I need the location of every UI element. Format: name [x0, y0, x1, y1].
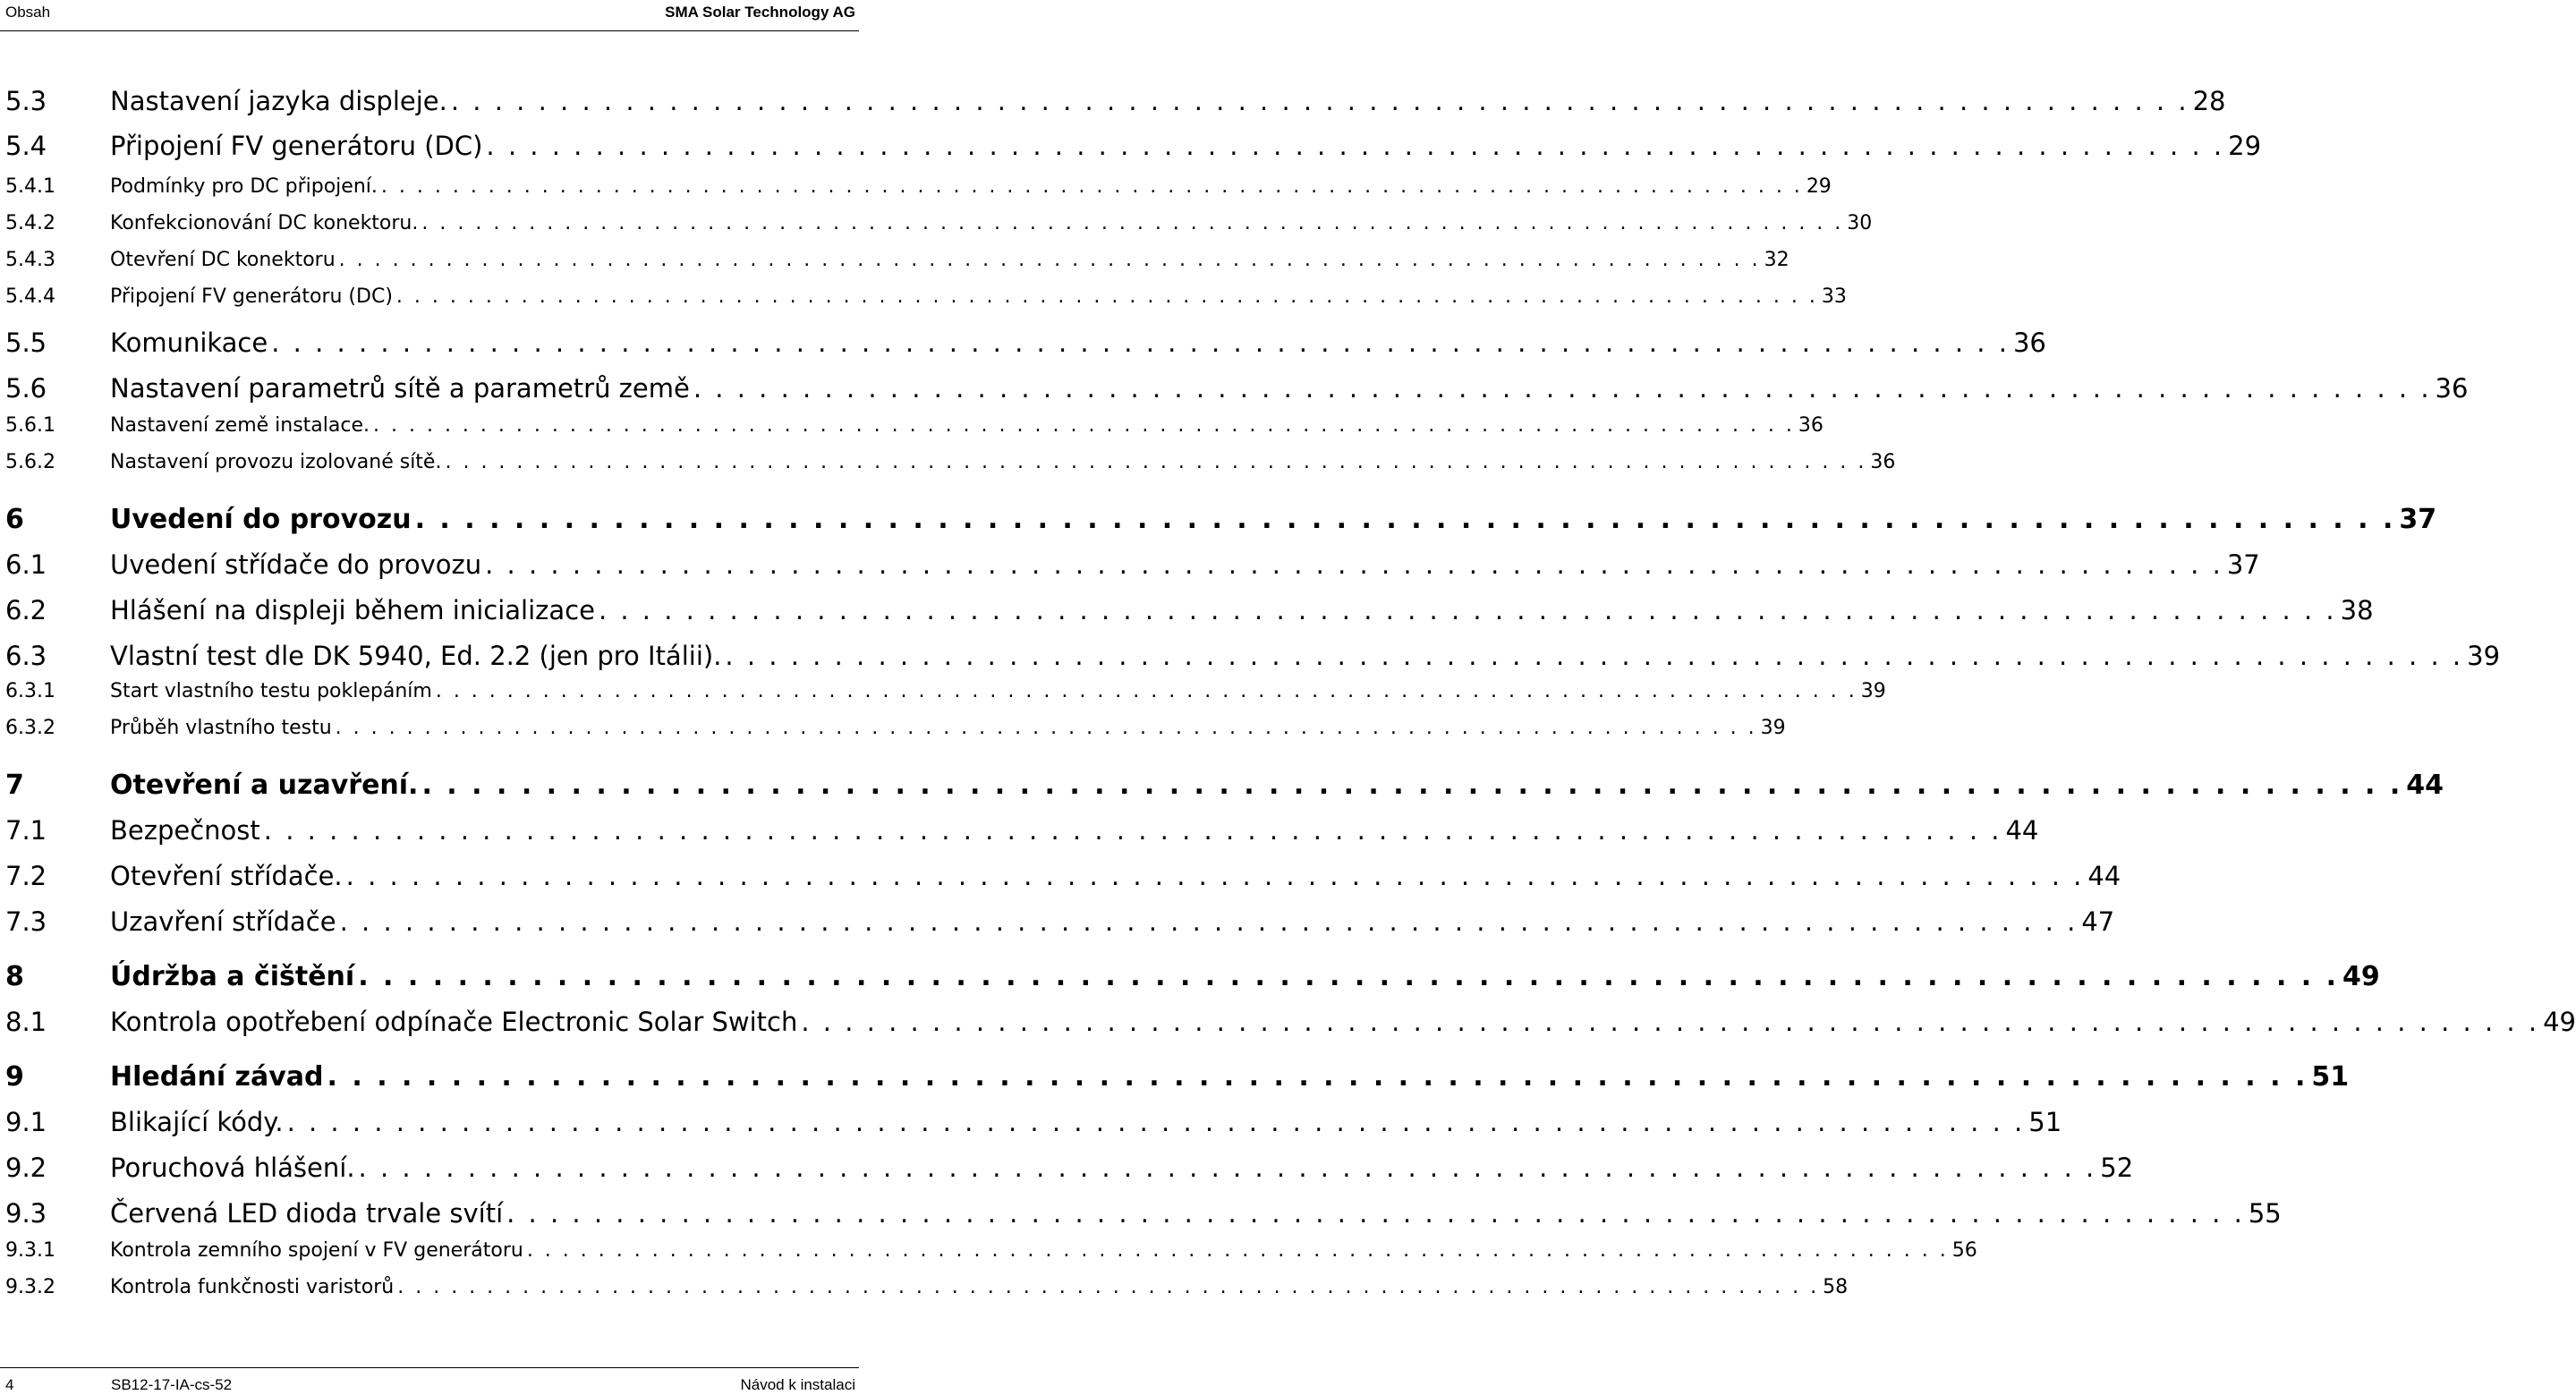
toc-entry[interactable] — [0, 595, 2374, 631]
toc-entry-page: 55 — [2248, 1198, 2282, 1229]
toc-leader-dots: . . . . . . . . . . . . . . . . . . . . . . . . . . . . . . . . . . . . . . . . . . . . . . . . . . . . . . . . . . . . . . . . . . . . . . . . . . . . . . . . — [380, 175, 1803, 198]
toc-entry[interactable] — [0, 249, 1790, 285]
toc-entry[interactable] — [0, 451, 1896, 487]
toc-entry-page: 36 — [1870, 451, 1896, 473]
toc-entry-page: 51 — [2311, 1061, 2350, 1093]
toc-entry-page: 39 — [1760, 717, 1786, 739]
toc-leader-dots: . . . . . . . . . . . . . . . . . . . . . . . . . . . . . . . . . . . . . . . . . . . . . . . . . . . . . . . . . . . . . . . . . . . . . . . . . . . . . . . . — [271, 327, 2010, 358]
toc-leader-dots: . . . . . . . . . . . . . . . . . . . . . . . . . . . . . . . . . . . . . . . . . . . . . . . . . . . . . . . . . . . . . . . . . . . . . . . . . . . . . . . . — [358, 1153, 2097, 1183]
toc-entry-number: 5.6.2 — [5, 451, 55, 473]
toc-entry[interactable] — [0, 815, 2039, 851]
toc-entry[interactable] — [0, 549, 2260, 585]
toc-entry-title: Nastavení země instalace. — [110, 414, 370, 437]
toc-entry-number: 9.1 — [5, 1107, 47, 1137]
toc-entry-page: 30 — [1847, 212, 1873, 234]
toc-leader-dots: . . . . . . . . . . . . . . . . . . . . . . . . . . . . . . . . . . . . . . . . . . . . . . . . . . . . . . . . . . . . . . . . . . . . . . . . . . . . . . . . — [335, 717, 1757, 739]
toc-entry-title: Údržba a čištění — [110, 961, 355, 992]
toc-entry-page: 56 — [1951, 1239, 1977, 1262]
toc-entry-title: Připojení FV generátoru (DC) — [110, 131, 483, 161]
toc-entry-page: 58 — [1823, 1276, 1849, 1298]
toc-entry-number: 5.6.1 — [5, 414, 55, 437]
toc-entry-number: 7.1 — [5, 815, 47, 846]
toc-leader-dots: . . . . . . . . . . . . . . . . . . . . . . . . . . . . . . . . . . . . . . . . . . . . . . . . . . . . . . . . . . . . . . . . . . . . . . . . . . . . . . . . — [421, 212, 1844, 234]
toc-entry-page: 29 — [1806, 175, 1832, 198]
toc-entry-number: 5.6 — [5, 373, 47, 404]
header-rule — [0, 30, 859, 31]
toc-entry-number: 5.5 — [5, 327, 47, 358]
toc-leader-dots: . . . . . . . . . . . . . . . . . . . . . . . . . . . . . . . . . . . . . . . . . . . . . . . . . . . . . . . . . . . . . . . . . . . . . . . . . . . . . . . . — [414, 504, 2396, 535]
page-footer — [0, 1376, 859, 1395]
toc-entry-page: 44 — [2406, 770, 2444, 801]
toc-entry-number: 5.4.4 — [5, 285, 55, 308]
toc-entry[interactable] — [0, 1107, 2062, 1143]
toc-entry-number: 5.4 — [5, 131, 47, 161]
toc-leader-dots: . . . . . . . . . . . . . . . . . . . . . . . . . . . . . . . . . . . . . . . . . . . . . . . . . . . . . . . . . . . . . . . . . . . . . . . . . . . . . . . . — [338, 249, 1761, 271]
toc-entry-page: 51 — [2028, 1107, 2062, 1137]
toc-entry-number: 7.2 — [5, 861, 47, 891]
toc-leader-dots: . . . . . . . . . . . . . . . . . . . . . . . . . . . . . . . . . . . . . . . . . . . . . . . . . . . . . . . . . . . . . . . . . . . . . . . . . . . . . . . . — [598, 595, 2337, 625]
toc-entry-number: 5.4.2 — [5, 212, 55, 234]
toc-entry-title: Blikající kódy. — [110, 1107, 284, 1137]
toc-leader-dots: . . . . . . . . . . . . . . . . . . . . . . . . . . . . . . . . . . . . . . . . . . . . . . . . . . . . . . . . . . . . . . . . . . . . . . . . . . . . . . . . — [506, 1198, 2245, 1229]
toc-entry-number: 6.3.2 — [5, 717, 55, 739]
toc-entry-page: 39 — [2467, 641, 2501, 671]
toc-entry-number: 6.3.1 — [5, 680, 55, 702]
toc-entry-number: 6.1 — [5, 549, 47, 580]
toc-entry[interactable] — [0, 1061, 2350, 1097]
toc-entry-number: 8.1 — [5, 1007, 47, 1037]
footer-page-number: 4 — [5, 1376, 14, 1393]
toc-entry-number: 7 — [5, 770, 24, 801]
toc-entry-title: Poruchová hlášení. — [110, 1153, 355, 1183]
toc-entry-title: Kontrola opotřebení odpínače Electronic Solar Switch — [110, 1007, 798, 1037]
toc-entry-page: 44 — [2005, 815, 2039, 846]
toc-entry-number: 6.2 — [5, 595, 47, 625]
toc-leader-dots: . . . . . . . . . . . . . . . . . . . . . . . . . . . . . . . . . . . . . . . . . . . . . . . . . . . . . . . . . . . . . . . . . . . . . . . . . . . . . . . . — [801, 1007, 2540, 1037]
toc-entry-title: Konfekcionování DC konektoru. — [110, 212, 419, 234]
toc-entry-number: 9.3.1 — [5, 1239, 55, 1262]
toc-entry-title: Uvedení do provozu — [110, 504, 412, 535]
toc-entry-number: 6.3 — [5, 641, 47, 671]
toc-entry[interactable] — [0, 961, 2380, 997]
toc-entry-page: 32 — [1764, 249, 1790, 271]
toc-entry-title: Komunikace — [110, 327, 268, 358]
toc-entry-title: Podmínky pro DC připojení. — [110, 175, 378, 198]
toc-entry[interactable] — [0, 86, 2226, 122]
toc-entry-title: Kontrola zemního spojení v FV generátoru — [110, 1239, 523, 1262]
toc-entry-page: 36 — [2012, 327, 2046, 358]
toc-entry-page: 36 — [2435, 373, 2469, 404]
toc-entry-number: 5.3 — [5, 86, 47, 116]
toc-entry[interactable] — [0, 641, 2501, 676]
toc-entry-title: Nastavení jazyka displeje. — [110, 86, 447, 116]
toc-entry-page: 44 — [2087, 861, 2121, 891]
toc-entry-page: 37 — [2399, 504, 2437, 535]
toc-entry[interactable] — [0, 327, 2046, 363]
toc-entry-number: 9 — [5, 1061, 24, 1093]
toc-entry[interactable] — [0, 770, 2444, 805]
toc-entry-title: Otevření střídače. — [110, 861, 343, 891]
toc-entry[interactable] — [0, 504, 2437, 540]
toc-entry-title: Průběh vlastního testu — [110, 717, 332, 739]
toc-leader-dots: . . . . . . . . . . . . . . . . . . . . . . . . . . . . . . . . . . . . . . . . . . . . . . . . . . . . . . . . . . . . . . . . . . . . . . . . . . . . . . . . — [327, 1061, 2308, 1093]
toc-entry[interactable] — [0, 680, 1886, 716]
toc-entry-title: Uvedení střídače do provozu — [110, 549, 482, 580]
toc-entry-number: 9.2 — [5, 1153, 47, 1183]
toc-entry-title: Nastavení parametrů sítě a parametrů země — [110, 373, 690, 404]
toc-leader-dots: . . . . . . . . . . . . . . . . . . . . . . . . . . . . . . . . . . . . . . . . . . . . . . . . . . . . . . . . . . . . . . . . . . . . . . . . . . . . . . . . — [286, 1107, 2026, 1137]
toc-entry[interactable] — [0, 1007, 2576, 1042]
toc-entry-title: Otevření a uzavření. — [110, 770, 419, 801]
toc-entry-page: 28 — [2192, 86, 2226, 116]
toc-entry-page: 47 — [2081, 906, 2115, 937]
toc-entry-title: Start vlastního testu poklepáním — [110, 680, 432, 702]
toc-entry-number: 9.3.2 — [5, 1276, 55, 1298]
toc-entry-number: 7.3 — [5, 906, 47, 937]
toc-leader-dots: . . . . . . . . . . . . . . . . . . . . . . . . . . . . . . . . . . . . . . . . . . . . . . . . . . . . . . . . . . . . . . . . . . . . . . . . . . . . . . . . — [445, 451, 1867, 473]
toc-entry-page: 39 — [1860, 680, 1886, 702]
toc-entry[interactable] — [0, 1153, 2134, 1188]
toc-entry[interactable] — [0, 1276, 1849, 1312]
toc-entry[interactable] — [0, 414, 1824, 450]
toc-entry-page: 29 — [2228, 131, 2262, 161]
toc-entry[interactable] — [0, 861, 2121, 897]
toc-entry[interactable] — [0, 131, 2262, 166]
toc-entry-title: Kontrola funkčnosti varistorů — [110, 1276, 395, 1298]
toc-entry-title: Hledání závad — [110, 1061, 324, 1093]
toc-entry[interactable] — [0, 175, 1832, 211]
toc-leader-dots: . . . . . . . . . . . . . . . . . . . . . . . . . . . . . . . . . . . . . . . . . . . . . . . . . . . . . . . . . . . . . . . . . . . . . . . . . . . . . . . . — [450, 86, 2189, 116]
toc-leader-dots: . . . . . . . . . . . . . . . . . . . . . . . . . . . . . . . . . . . . . . . . . . . . . . . . . . . . . . . . . . . . . . . . . . . . . . . . . . . . . . . . — [693, 373, 2432, 404]
header-company: SMA Solar Technology AG — [665, 4, 855, 21]
toc-entry[interactable] — [0, 285, 1847, 321]
toc-leader-dots: . . . . . . . . . . . . . . . . . . . . . . . . . . . . . . . . . . . . . . . . . . . . . . . . . . . . . . . . . . . . . . . . . . . . . . . . . . . . . . . . — [725, 641, 2464, 671]
toc-leader-dots: . . . . . . . . . . . . . . . . . . . . . . . . . . . . . . . . . . . . . . . . . . . . . . . . . . . . . . . . . . . . . . . . . . . . . . . . . . . . . . . . — [435, 680, 1858, 702]
toc-entry-title: Nastavení provozu izolované sítě. — [110, 451, 442, 473]
toc-leader-dots: . . . . . . . . . . . . . . . . . . . . . . . . . . . . . . . . . . . . . . . . . . . . . . . . . . . . . . . . . . . . . . . . . . . . . . . . . . . . . . . . — [485, 549, 2223, 580]
page-header — [0, 0, 859, 25]
toc-entry[interactable] — [0, 373, 2469, 409]
toc-entry-number: 5.4.1 — [5, 175, 55, 198]
toc-entry-number: 8 — [5, 961, 24, 992]
toc-leader-dots: . . . . . . . . . . . . . . . . . . . . . . . . . . . . . . . . . . . . . . . . . . . . . . . . . . . . . . . . . . . . . . . . . . . . . . . . . . . . . . . . — [373, 414, 1795, 437]
toc-entry-number: 5.4.3 — [5, 249, 55, 271]
toc-leader-dots: . . . . . . . . . . . . . . . . . . . . . . . . . . . . . . . . . . . . . . . . . . . . . . . . . . . . . . . . . . . . . . . . . . . . . . . . . . . . . . . . — [263, 815, 2002, 846]
toc-entry-page: 36 — [1798, 414, 1824, 437]
toc-entry-title: Otevření DC konektoru — [110, 249, 336, 271]
footer-doc-code: SB12-17-IA-cs-52 — [111, 1376, 233, 1393]
toc-entry-title: Připojení FV generátoru (DC) — [110, 285, 393, 308]
toc-entry[interactable] — [0, 212, 1873, 248]
toc-leader-dots: . . . . . . . . . . . . . . . . . . . . . . . . . . . . . . . . . . . . . . . . . . . . . . . . . . . . . . . . . . . . . . . . . . . . . . . . . . . . . . . . — [526, 1239, 1949, 1262]
toc-entry-title: Vlastní test dle DK 5940, Ed. 2.2 (jen pro Itálii). — [110, 641, 722, 671]
footer-rule — [0, 1367, 859, 1368]
header-section: Obsah — [5, 4, 51, 21]
toc-entry[interactable] — [0, 717, 1786, 753]
toc-entry-title: Uzavření střídače — [110, 906, 336, 937]
toc-entry-title: Červená LED dioda trvale svítí — [110, 1198, 504, 1229]
toc-entry-number: 6 — [5, 504, 24, 535]
toc-leader-dots: . . . . . . . . . . . . . . . . . . . . . . . . . . . . . . . . . . . . . . . . . . . . . . . . . . . . . . . . . . . . . . . . . . . . . . . . . . . . . . . . — [358, 961, 2340, 992]
toc-leader-dots: . . . . . . . . . . . . . . . . . . . . . . . . . . . . . . . . . . . . . . . . . . . . . . . . . . . . . . . . . . . . . . . . . . . . . . . . . . . . . . . . — [421, 770, 2403, 801]
toc-entry-page: 49 — [2543, 1007, 2576, 1037]
toc-entry-title: Hlášení na displeji během inicializace — [110, 595, 595, 625]
toc-leader-dots: . . . . . . . . . . . . . . . . . . . . . . . . . . . . . . . . . . . . . . . . . . . . . . . . . . . . . . . . . . . . . . . . . . . . . . . . . . . . . . . . — [395, 285, 1818, 308]
toc-entry-page: 38 — [2340, 595, 2374, 625]
toc-entry-page: 37 — [2226, 549, 2260, 580]
toc-leader-dots: . . . . . . . . . . . . . . . . . . . . . . . . . . . . . . . . . . . . . . . . . . . . . . . . . . . . . . . . . . . . . . . . . . . . . . . . . . . . . . . . — [345, 861, 2085, 891]
toc-leader-dots: . . . . . . . . . . . . . . . . . . . . . . . . . . . . . . . . . . . . . . . . . . . . . . . . . . . . . . . . . . . . . . . . . . . . . . . . . . . . . . . . — [486, 131, 2225, 161]
toc-leader-dots: . . . . . . . . . . . . . . . . . . . . . . . . . . . . . . . . . . . . . . . . . . . . . . . . . . . . . . . . . . . . . . . . . . . . . . . . . . . . . . . . — [339, 906, 2079, 937]
toc-entry[interactable] — [0, 1239, 1977, 1275]
toc-entry-page: 49 — [2342, 961, 2380, 992]
toc-entry[interactable] — [0, 906, 2115, 942]
toc-entry-title: Bezpečnost — [110, 815, 260, 846]
toc-entry-number: 9.3 — [5, 1198, 47, 1229]
toc-entry-page: 52 — [2100, 1153, 2134, 1183]
toc-leader-dots: . . . . . . . . . . . . . . . . . . . . . . . . . . . . . . . . . . . . . . . . . . . . . . . . . . . . . . . . . . . . . . . . . . . . . . . . . . . . . . . . — [397, 1276, 1820, 1298]
toc-entry[interactable] — [0, 1198, 2282, 1234]
toc-entry-page: 33 — [1821, 285, 1847, 308]
footer-doc-type: Návod k instalaci — [740, 1376, 855, 1393]
